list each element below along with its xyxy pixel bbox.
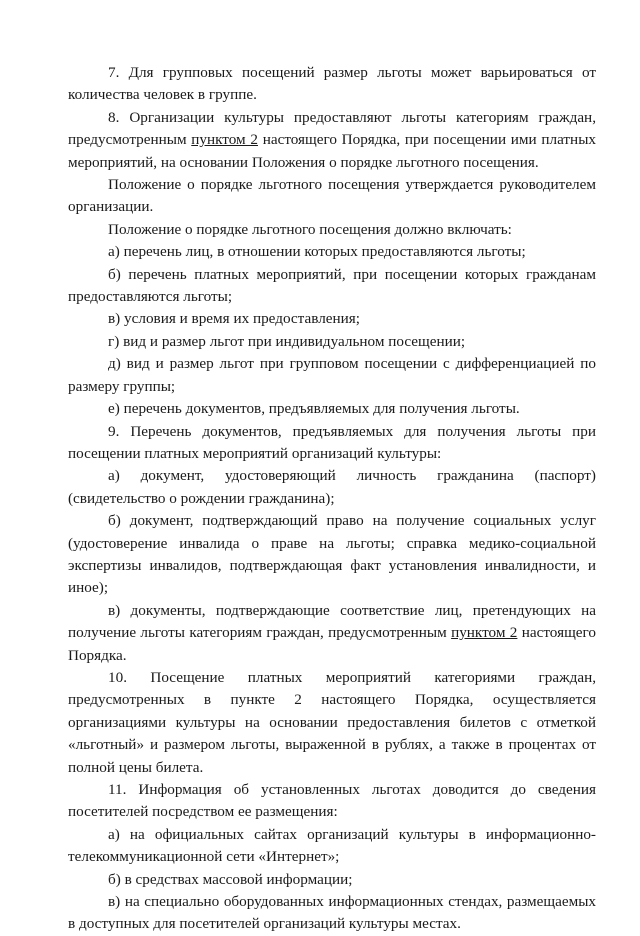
document-link[interactable]: пунктом 2 xyxy=(191,131,258,149)
paragraph-text: в) на специально оборудованных информационных стендах, размещаемых в доступных для посетителей организаций культуры местах. xyxy=(68,893,596,933)
paragraph-text: б) документ, подтверждающий право на получение социальных услуг (удостоверение инвалида о праве на льготы; справка медико-социальной экспертизы инвалидов, подтверждающая факт установления инвалидности, и иное); xyxy=(68,512,596,597)
paragraph-text: Положение о порядке льготного посещения утверждается руководителем организации. xyxy=(68,176,596,216)
paragraph xyxy=(68,62,596,107)
paragraph-text: Положение о порядке льготного посещения должно включать: xyxy=(108,220,512,238)
paragraph xyxy=(68,174,596,219)
paragraph-text: 10. Посещение платных мероприятий категориями граждан, предусмотренных в пункте 2 настоящего Порядка, осуществляется организациями культуры на основании предоставления билетов с отметкой «льготный» и размером льготы, выраженной в рублях, а также в процентах от полной цены билета. xyxy=(68,668,596,776)
paragraph xyxy=(68,891,596,936)
paragraph-text: настоящего Порядка. xyxy=(68,624,596,664)
paragraph xyxy=(68,331,596,353)
paragraph-text: г) вид и размер льгот при индивидуальном посещении; xyxy=(108,332,466,350)
paragraph-text: 9. Перечень документов, предъявляемых для получения льготы при посещении платных мероприятий организаций культуры: xyxy=(68,422,596,462)
paragraph xyxy=(68,353,596,398)
paragraph xyxy=(68,510,596,600)
paragraph-text: 7. Для групповых посещений размер льготы может варьироваться от количества человек в группе. xyxy=(68,64,596,104)
document-link[interactable]: пунктом 2 xyxy=(451,624,518,642)
paragraph-text: настоящего Порядка, при посещении ими платных мероприятий, на основании Положения о порядке льготного посещения. xyxy=(68,131,596,171)
paragraph xyxy=(68,219,596,241)
paragraph-text: а) перечень лиц, в отношении которых предоставляются льготы; xyxy=(108,243,526,261)
document-body xyxy=(68,62,596,936)
paragraph-text: 8. Организации культуры предоставляют льготы категориям граждан, предусмотренным xyxy=(68,108,596,149)
paragraph-text: в) условия и время их предоставления; xyxy=(108,310,360,328)
paragraph-text: 11. Информация об установленных льготах доводится до сведения посетителей посредством ее размещения: xyxy=(68,781,596,821)
paragraph xyxy=(68,869,596,891)
paragraph xyxy=(68,421,596,466)
paragraph xyxy=(68,600,596,667)
paragraph-text: а) документ, удостоверяющий личность гражданина (паспорт) (свидетельство о рождении гражданина); xyxy=(68,467,596,507)
paragraph xyxy=(68,241,596,263)
paragraph xyxy=(68,465,596,510)
paragraph-text: а) на официальных сайтах организаций культуры в информационно-телекоммуникационной сети «Интернет»; xyxy=(68,825,596,866)
paragraph-text: д) вид и размер льгот при групповом посещении с дифференциацией по размеру группы; xyxy=(68,355,596,395)
paragraph xyxy=(68,107,596,174)
paragraph xyxy=(68,398,596,420)
paragraph xyxy=(68,308,596,330)
paragraph xyxy=(68,779,596,824)
paragraph-text: б) перечень платных мероприятий, при посещении которых гражданам предоставляются льготы; xyxy=(68,265,596,306)
paragraph-text: е) перечень документов, предъявляемых для получения льготы. xyxy=(108,400,520,418)
paragraph-text: в) документы, подтверждающие соответствие лиц, претендующих на получение льготы категориям граждан, предусмотренным xyxy=(68,601,596,642)
paragraph xyxy=(68,824,596,869)
paragraph xyxy=(68,264,596,309)
paragraph-text: б) в средствах массовой информации; xyxy=(108,870,353,888)
paragraph xyxy=(68,667,596,779)
